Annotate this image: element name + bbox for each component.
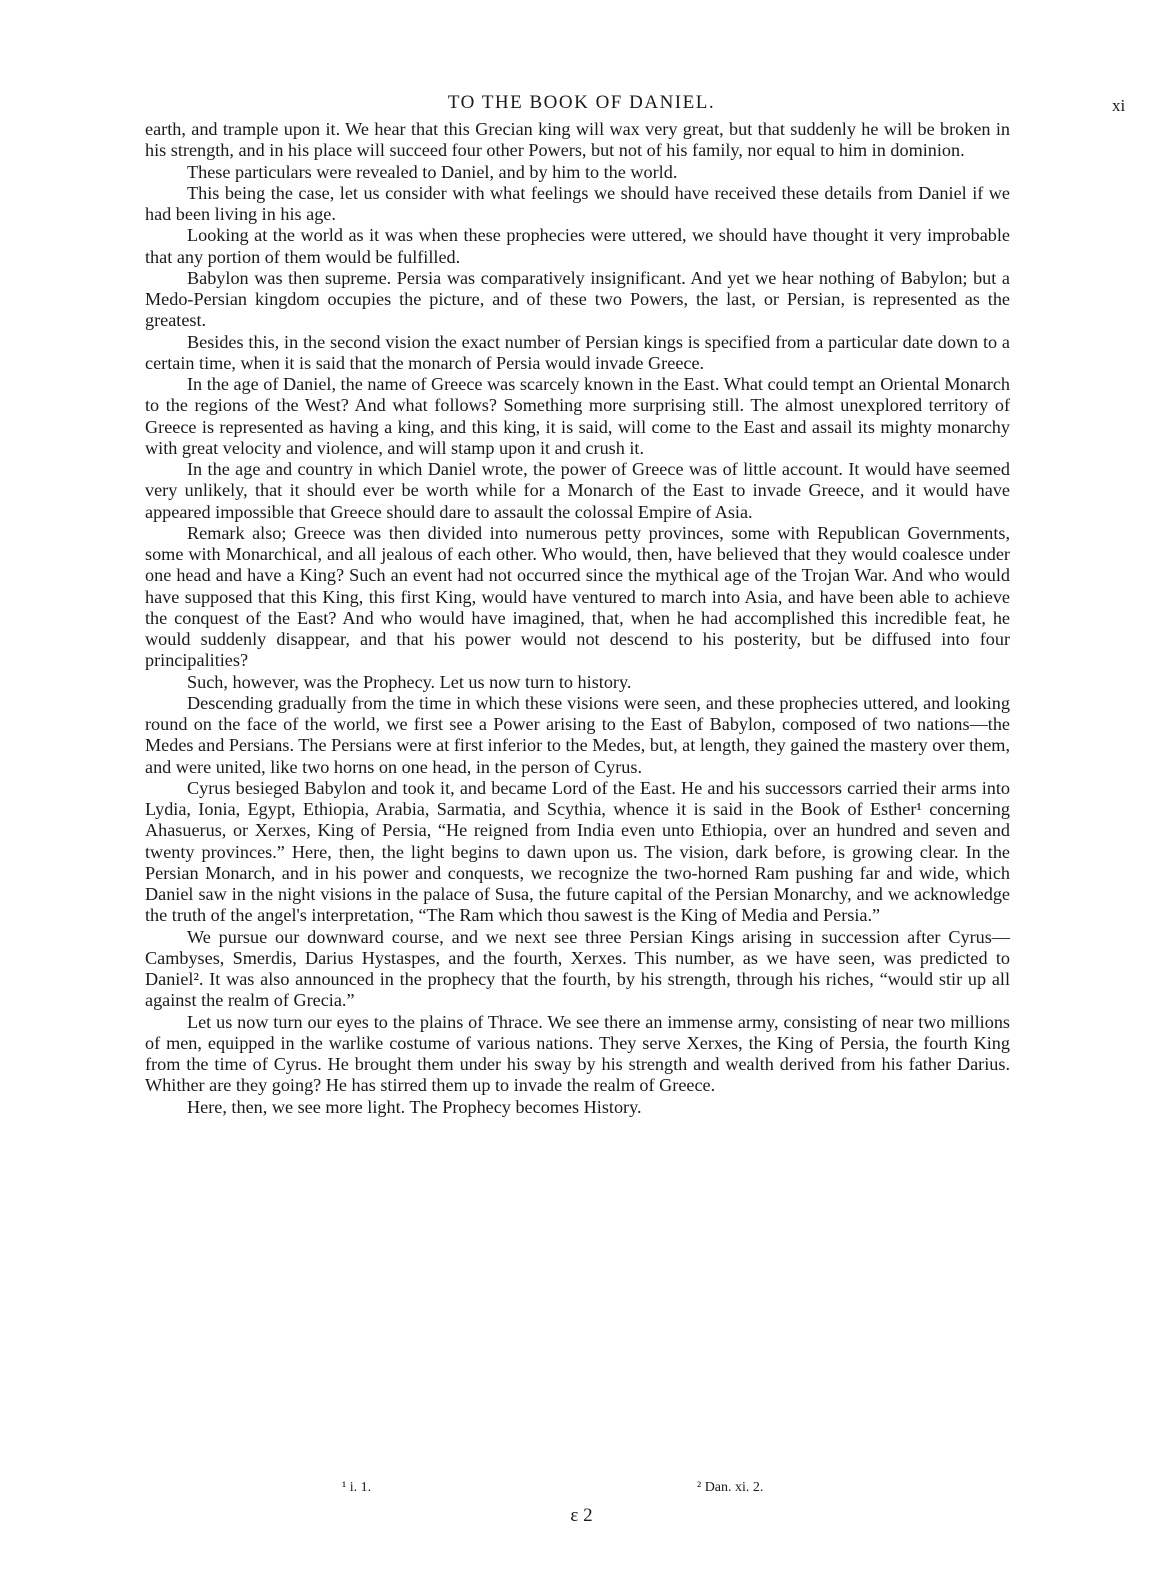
paragraph-15: Here, then, we see more light. The Prophecy becomes History. (187, 1096, 642, 1117)
paragraph-2: These particulars were revealed to Daniel, and by him to the world. (187, 161, 678, 182)
paragraph-3: This being the case, let us consider with what feelings we should have received these details from Daniel if we had been living in his age. (145, 182, 1010, 224)
footnote-2: ² Dan. xi. 2. (697, 1480, 764, 1495)
paragraph-7: In the age of Daniel, the name of Greece was scarcely known in the East. What could tempt an Oriental Monarch to the regions of the West? And what follows? Something more surprising still. The almost unexplored territory of Greece is represented as having a king, and this king, it is said, will come to the East and assail its mighty monarchy with great velocity and violence, and will stamp upon it and crush it. (145, 374, 1010, 458)
body-text (145, 119, 1010, 1118)
footnotes (145, 1480, 1010, 1502)
paragraph-14: Let us now turn our eyes to the plains of Thrace. We see there an immense army, consisting of near two millions of men, equipped in the warlike costume of various nations. They serve Xerxes, the King of Persia, the fourth King from the time of Cyrus. He brought them under his sway by his strength and wealth derived from his father Darius. Whither are they going? He has stirred them up to invade the realm of Greece. (145, 1011, 1010, 1096)
paragraph-8: In the age and country in which Daniel wrote, the power of Greece was of little account. It would have seemed very unlikely, that it should ever be worth while for a Monarch of the East to invade Greece, and it would have appeared impossible that Greece should dare to assault the colossal Empire of Asia. (145, 459, 1010, 522)
paragraph-1: earth, and trample upon it. We hear that this Grecian king will wax very great, but that suddenly he will be broken in his strength, and in his place will succeed four other Powers, but not of his family, nor equal to him in dominion. (145, 119, 1010, 161)
printer-signature-mark: ε 2 (570, 1505, 593, 1526)
paragraph-12: Cyrus besieged Babylon and took it, and became Lord of the East. He and his successors carried their arms into Lydia, Ionia, Egypt, Ethiopia, Arabia, Sarmatia, and Scythia, whence it is said in the Book of Esther¹ concerning Ahasuerus, or Xerxes, King of Persia, “He reigned from India even unto Ethiopia, over an hundred and seven and twenty provinces.” Here, then, the light begins to dawn upon us. The vision, dark before, is growing clear. In the Persian Monarch, and in his power and conquests, we recognize the two-horned Ram pushing far and wide, which Daniel saw in the night visions in the palace of Susa, the future capital of the Persian Monarchy, and we acknowledge the truth of the angel's interpretation, “The Ram which thou sawest is the King of Media and Persia.” (145, 777, 1010, 926)
footnote-1: ¹ i. 1. (342, 1480, 372, 1495)
paragraph-13: We pursue our downward course, and we next see three Persian Kings arising in succession after Cyrus—Cambyses, Smerdis, Darius Hystaspes, and the fourth, Xerxes. This number, as we have seen, was predicted to Daniel². It was also announced in the prophecy that the fourth, by his strength, through his riches, “would stir up all against the realm of Grecia.” (145, 926, 1010, 1011)
paragraph-11: Descending gradually from the time in which these visions were seen, and these prophecies uttered, and looking round on the face of the world, we first see a Power arising to the East of Babylon, composed of two nations—the Medes and Persians. The Persians were at first inferior to the Medes, but, at length, they gained the mastery over them, and were united, like two horns on one head, in the person of Cyrus. (145, 692, 1010, 777)
paragraph-6: Besides this, in the second vision the exact number of Persian kings is specified from a particular date down to a certain time, when it is said that the monarch of Persia would invade Greece. (145, 331, 1010, 373)
paragraph-10: Such, however, was the Prophecy. Let us now turn to history. (187, 671, 632, 692)
paragraph-5: Babylon was then supreme. Persia was comparatively insignificant. And yet we hear nothing of Babylon; but a Medo-Persian kingdom occupies the picture, and of these two Powers, the last, or Persian, is represented as the greatest. (145, 267, 1010, 331)
running-title: TO THE BOOK OF DANIEL. (447, 92, 716, 113)
page-number: xi (1112, 96, 1126, 115)
paragraph-4: Looking at the world as it was when these prophecies were uttered, we should have thought it very improbable that any portion of them would be fulfilled. (145, 225, 1010, 267)
paragraph-9: Remark also; Greece was then divided into numerous petty provinces, some with Republican Governments, some with Monarchical, and all jealous of each other. Who would, then, have believed that they would coalesce under one head and have a King? Such an event had not occurred since the mythical age of the Trojan War. And who would have supposed that this King, this first King, would have ventured to march into Asia, and have been able to achieve the conquest of the East? And who would have imagined, that, when he had accomplished this incredible feat, he would suddenly disappear, and that his power would not descend to his posterity, but be diffused into four principalities? (145, 522, 1010, 671)
